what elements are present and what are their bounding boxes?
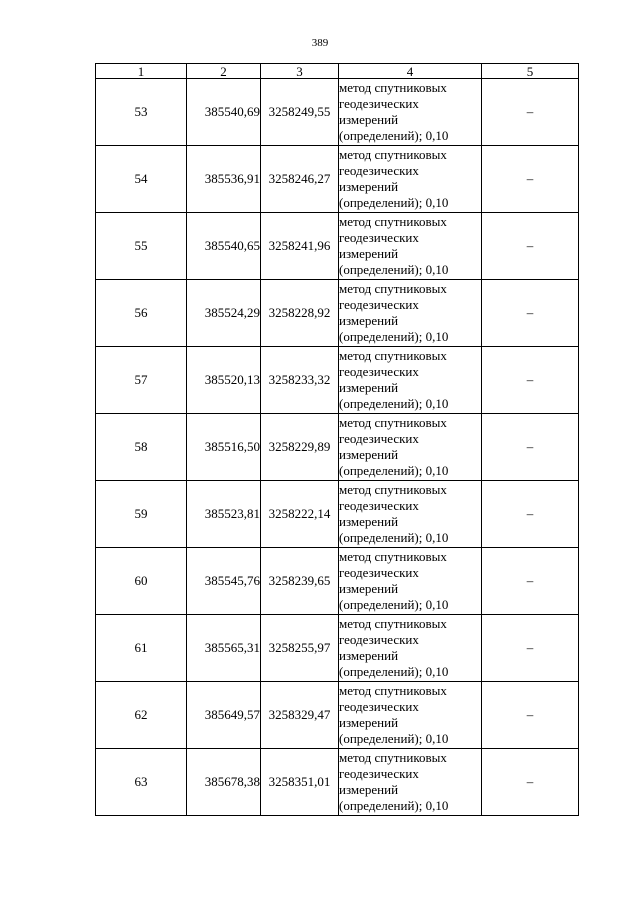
method-line: измерений xyxy=(339,380,399,395)
point-number-cell: 56 xyxy=(96,280,187,347)
table-header-row xyxy=(96,64,579,79)
method-line: геодезических xyxy=(339,498,419,513)
point-number-cell: 53 xyxy=(96,79,187,146)
method-line: метод спутниковых xyxy=(339,482,447,497)
method-line: измерений xyxy=(339,514,399,529)
column-5-cell: – xyxy=(482,213,579,280)
column-5-cell: – xyxy=(482,481,579,548)
method-cell xyxy=(339,79,482,146)
column-5-cell: – xyxy=(482,414,579,481)
header-cell-4: 4 xyxy=(339,64,482,79)
method-cell xyxy=(339,749,482,816)
x-coordinate-cell: 385536,91 xyxy=(187,146,261,213)
method-line: измерений xyxy=(339,715,399,730)
method-cell xyxy=(339,146,482,213)
method-line: измерений xyxy=(339,313,399,328)
method-cell xyxy=(339,481,482,548)
table-row xyxy=(96,79,579,146)
method-line: метод спутниковых xyxy=(339,281,447,296)
table-row xyxy=(96,615,579,682)
method-line: (определений); 0,10 xyxy=(339,597,449,612)
method-line: метод спутниковых xyxy=(339,214,447,229)
header-cell-3: 3 xyxy=(261,64,339,79)
y-coordinate-cell: 3258239,65 xyxy=(261,548,339,615)
method-line: геодезических xyxy=(339,230,419,245)
y-coordinate-cell: 3258246,27 xyxy=(261,146,339,213)
table-row xyxy=(96,749,579,816)
column-5-cell: – xyxy=(482,280,579,347)
column-5-cell: – xyxy=(482,749,579,816)
method-line: (определений); 0,10 xyxy=(339,530,449,545)
column-5-cell: – xyxy=(482,347,579,414)
y-coordinate-cell: 3258228,92 xyxy=(261,280,339,347)
table-row xyxy=(96,481,579,548)
point-number-cell: 55 xyxy=(96,213,187,280)
method-cell xyxy=(339,682,482,749)
x-coordinate-cell: 385523,81 xyxy=(187,481,261,548)
method-line: измерений xyxy=(339,447,399,462)
method-line: (определений); 0,10 xyxy=(339,731,449,746)
x-coordinate-cell: 385520,13 xyxy=(187,347,261,414)
method-line: (определений); 0,10 xyxy=(339,664,449,679)
method-cell xyxy=(339,414,482,481)
x-coordinate-cell: 385649,57 xyxy=(187,682,261,749)
method-cell xyxy=(339,213,482,280)
method-line: измерений xyxy=(339,782,399,797)
method-line: (определений); 0,10 xyxy=(339,128,449,143)
x-coordinate-cell: 385540,65 xyxy=(187,213,261,280)
y-coordinate-cell: 3258351,01 xyxy=(261,749,339,816)
point-number-cell: 62 xyxy=(96,682,187,749)
method-cell xyxy=(339,347,482,414)
method-line: измерений xyxy=(339,648,399,663)
point-number-cell: 59 xyxy=(96,481,187,548)
method-line: геодезических xyxy=(339,766,419,781)
method-line: метод спутниковых xyxy=(339,415,447,430)
method-line: измерений xyxy=(339,112,399,127)
table-row xyxy=(96,213,579,280)
point-number-cell: 61 xyxy=(96,615,187,682)
x-coordinate-cell: 385524,29 xyxy=(187,280,261,347)
coordinates-table xyxy=(95,63,579,816)
table-row xyxy=(96,347,579,414)
header-cell-1: 1 xyxy=(96,64,187,79)
method-line: геодезических xyxy=(339,699,419,714)
method-line: (определений); 0,10 xyxy=(339,329,449,344)
method-cell xyxy=(339,615,482,682)
x-coordinate-cell: 385540,69 xyxy=(187,79,261,146)
method-line: геодезических xyxy=(339,96,419,111)
method-line: (определений); 0,10 xyxy=(339,463,449,478)
column-5-cell: – xyxy=(482,548,579,615)
method-line: геодезических xyxy=(339,297,419,312)
header-cell-5: 5 xyxy=(482,64,579,79)
method-line: метод спутниковых xyxy=(339,80,447,95)
method-line: измерений xyxy=(339,179,399,194)
x-coordinate-cell: 385545,76 xyxy=(187,548,261,615)
header-cell-2: 2 xyxy=(187,64,261,79)
point-number-cell: 58 xyxy=(96,414,187,481)
method-line: (определений); 0,10 xyxy=(339,396,449,411)
method-line: метод спутниковых xyxy=(339,147,447,162)
column-5-cell: – xyxy=(482,79,579,146)
column-5-cell: – xyxy=(482,615,579,682)
method-line: метод спутниковых xyxy=(339,683,447,698)
method-line: геодезических xyxy=(339,565,419,580)
method-cell xyxy=(339,280,482,347)
table-body xyxy=(96,64,579,816)
method-line: (определений); 0,10 xyxy=(339,798,449,813)
y-coordinate-cell: 3258233,32 xyxy=(261,347,339,414)
method-line: метод спутниковых xyxy=(339,616,447,631)
point-number-cell: 60 xyxy=(96,548,187,615)
method-line: (определений); 0,10 xyxy=(339,262,449,277)
y-coordinate-cell: 3258241,96 xyxy=(261,213,339,280)
method-line: измерений xyxy=(339,581,399,596)
method-line: метод спутниковых xyxy=(339,750,447,765)
y-coordinate-cell: 3258249,55 xyxy=(261,79,339,146)
y-coordinate-cell: 3258229,89 xyxy=(261,414,339,481)
column-5-cell: – xyxy=(482,682,579,749)
x-coordinate-cell: 385565,31 xyxy=(187,615,261,682)
point-number-cell: 63 xyxy=(96,749,187,816)
y-coordinate-cell: 3258222,14 xyxy=(261,481,339,548)
x-coordinate-cell: 385678,38 xyxy=(187,749,261,816)
method-line: метод спутниковых xyxy=(339,348,447,363)
table-row xyxy=(96,146,579,213)
point-number-cell: 57 xyxy=(96,347,187,414)
y-coordinate-cell: 3258329,47 xyxy=(261,682,339,749)
point-number-cell: 54 xyxy=(96,146,187,213)
method-line: метод спутниковых xyxy=(339,549,447,564)
method-line: геодезических xyxy=(339,632,419,647)
method-line: геодезических xyxy=(339,364,419,379)
table-row xyxy=(96,280,579,347)
table-row xyxy=(96,548,579,615)
column-5-cell: – xyxy=(482,146,579,213)
page-number: 389 xyxy=(311,37,329,49)
method-line: измерений xyxy=(339,246,399,261)
table-row xyxy=(96,414,579,481)
method-cell xyxy=(339,548,482,615)
method-line: геодезических xyxy=(339,431,419,446)
table-row xyxy=(96,682,579,749)
method-line: геодезических xyxy=(339,163,419,178)
y-coordinate-cell: 3258255,97 xyxy=(261,615,339,682)
x-coordinate-cell: 385516,50 xyxy=(187,414,261,481)
method-line: (определений); 0,10 xyxy=(339,195,449,210)
